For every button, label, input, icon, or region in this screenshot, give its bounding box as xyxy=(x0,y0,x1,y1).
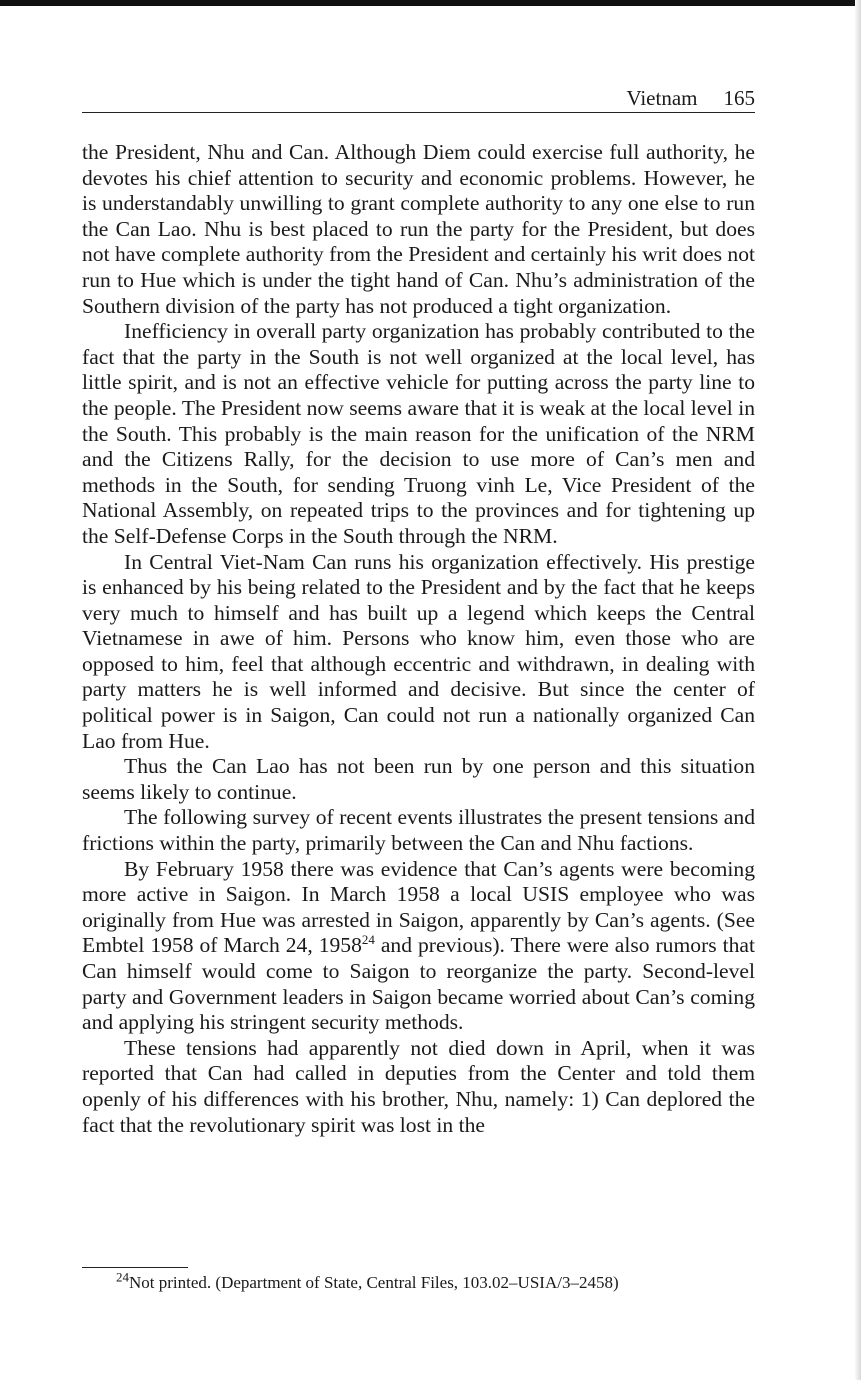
page-right-edge xyxy=(855,0,861,1380)
paragraph-6-text-a: By February 1958 there was evidence that Can’s agents were becoming more active in Saigon. In March 1958 a local USIS employee who was originally from Hue was arrested in Saigon, apparently by Can’s agents. (See Embtel 1958 of March 24, 1958 xyxy=(82,856,755,958)
paragraph-6 xyxy=(82,857,755,1036)
paragraph-3: In Central Viet-Nam Can runs his organization effectively. His prestige is enhanced by his being related to the President and by the fact that he keeps very much to himself and has built up a legend which keeps the Central Vietnamese in awe of him. Persons who know him, even those who are opposed to him, feel that although eccentric and withdrawn, in dealing with party matters he is well informed and decisive. But since the center of political power is in Saigon, Can could not run a nationally organized Can Lao from Hue. xyxy=(82,549,755,753)
footnote xyxy=(116,1269,756,1293)
running-header-title: Vietnam xyxy=(626,86,698,110)
paragraph-1: the President, Nhu and Can. Although Diem could exercise full authority, he devotes his chief attention to security and economic problems. However, he is understandably unwilling to grant complete authority to any one else to run the Can Lao. Nhu is best placed to run the party for the President, but does not have complete authority from the President and certainly his writ does not run to Hue which is under the tight hand of Can. Nhu’s administration of the Southern division of the party has not produced a tight organization. xyxy=(82,140,755,318)
footnote-divider xyxy=(82,1267,188,1268)
paragraph-5: The following survey of recent events illustrates the present tensions and frictions within the party, primarily between the Can and Nhu factions. xyxy=(82,805,755,856)
running-header xyxy=(82,86,755,113)
footnote-reference: 24 xyxy=(361,932,375,948)
paragraph-4: Thus the Can Lao has not been run by one person and this situation seems likely to continue. xyxy=(82,754,755,804)
paragraph-2: Inefficiency in overall party organization has probably contributed to the fact that the party in the South is not well organized at the local level, has little spirit, and is not an effective vehicle for putting across the party line to the people. The President now seems aware that it is weak at the local level in the South. This probably is the main reason for the unification of the NRM and the Citizens Rally, for the decision to use more of Can’s men and methods in the South, for sending Truong vinh Le, Vice President of the National Assembly, on repeated trips to the provinces and for tightening up the Self-Defense Corps in the South through the NRM. xyxy=(82,319,755,548)
paragraph-6-text-b: and previous). There were also rumors that Can himself would come to Saigon to reorganize the party. Second-level party and Government leaders in Saigon became worried about Can’s coming and applying his stringent security methods. xyxy=(82,933,755,1035)
paragraph-7: These tensions had apparently not died down in April, when it was reported that Can had called in deputies from the Center and told them openly of his differences with his brother, Nhu, namely: 1) Can deplored the fact that the revolutionary spirit was lost in the xyxy=(82,1035,755,1137)
page-number: 165 xyxy=(723,86,755,110)
footnote-marker: 24 xyxy=(116,1269,129,1285)
body-text xyxy=(82,140,755,1138)
footnote-text: Not printed. (Department of State, Central Files, 103.02–USIA/3–2458) xyxy=(129,1273,619,1292)
page-top-border xyxy=(0,0,861,6)
